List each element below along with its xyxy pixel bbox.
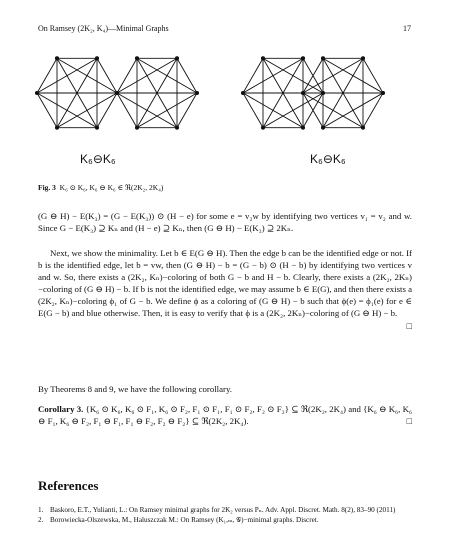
graph-vertex xyxy=(261,126,264,129)
graph-edge xyxy=(243,58,303,93)
reference-number: 1. xyxy=(38,506,44,514)
caption-text: K₆ ⊙ K₆, K₆ ⊖ K₆ ∈ ℜ(2K₂, 2K₄) xyxy=(59,183,164,192)
references-heading: References xyxy=(38,478,99,493)
graph-vertex xyxy=(321,57,324,60)
graph-vertex xyxy=(301,57,304,60)
left-figure-label: K₆⊖K₆ xyxy=(80,152,116,166)
corollary-qed: □ xyxy=(406,416,412,427)
corollary-text: {K₆ ⊙ K₆, K₆ ⊙ F₁, K₆ ⊙ F₂, F₁ ⊙ F₁, F₁ ⊙ F₂, F₂ ⊙ F₂} ⊆ ℜ(2K₂, 2K₄) and {K₆ ⊖ K₆, K₆ ⊖ F₁, K₆ ⊖ F₂, F₁ ⊖ F₁, F₁ ⊖ F₂, F₂ ⊖ F₂} ⊆ ℜ(2K₂, 2K₄). xyxy=(38,404,412,427)
graph-vertex xyxy=(35,91,38,94)
left-graph-diagram xyxy=(35,57,198,129)
references-list xyxy=(38,505,416,525)
graph-edge xyxy=(303,58,363,93)
graph-vertex xyxy=(175,126,178,129)
graph-edge xyxy=(117,58,137,93)
paragraph-1: (G ⊖ H) − E(K₃) = (G − E(K₃)) ⊙ (H − e) for some e = v₂w by identifying two vertices v₁ = v₂ and w. Since G − E(K₃) ⊇ Kₙ and (H − e) ⊇ Kₙ, then (G ⊖ H) − E(K₃) ⊇ 2Kₙ. xyxy=(38,211,412,234)
caption-label: Fig. 3 xyxy=(38,183,56,192)
graph-edge xyxy=(243,58,263,93)
graph-vertex xyxy=(301,91,304,94)
graph-vertex xyxy=(361,126,364,129)
graph-edge xyxy=(37,93,57,128)
graph-edge xyxy=(177,93,197,128)
reference-text: Borowiecka-Olszewska, M., Haluszczak M.: On Ramsey (K₁,ₘ, 𝒢)−minimal graphs. Discret. xyxy=(50,516,319,524)
right-figure-label: K₆⊖K₆ xyxy=(310,152,346,166)
graph-edge xyxy=(117,93,137,128)
page-number: 17 xyxy=(403,24,411,33)
graph-edge xyxy=(243,93,263,128)
graph-vertex xyxy=(115,91,118,94)
graph-vertex xyxy=(175,57,178,60)
right-graph-diagram xyxy=(241,57,384,129)
graph-vertex xyxy=(95,126,98,129)
graph-edge xyxy=(97,58,117,93)
graph-edge xyxy=(117,58,177,93)
graph-vertex xyxy=(195,91,198,94)
corollary xyxy=(38,403,412,427)
graph-edge xyxy=(37,58,97,93)
figure xyxy=(30,38,420,178)
graph-edge xyxy=(37,58,57,93)
paragraph-2-text: Next, we show the minimality. Let b ∈ E(G ⊖ H). Then the edge b can be the identified edge or not. If b is the identified edge, let b = vw, then (G ⊖ H) − b = (G − b) ⊙ (H − b) by identifying two vertices v and w. So, there exists a (2K₂, Kₙ)−coloring of both G − b and H − b. Clearly, there exists a (2K₂, 2Kₙ)−coloring of (G ⊖ H) − b. If b is not the identified edge, we may assume b ∈ E(G), and then there exists a (2K₂, Kₙ)−coloring ϕ₁ of G − b. We define ϕ as a coloring of (G ⊖ H) − b such that ϕ(e) = ϕ₁(e) for e ∈ E(G − b) and blue otherwise. Then, it is easy to verify that ϕ is a (2K₂, 2Kₙ)−coloring of (G ⊖ H) − b. xyxy=(38,248,412,319)
graph-edge xyxy=(177,58,197,93)
figure-caption xyxy=(38,183,163,192)
graph-vertex xyxy=(321,126,324,129)
reference-item xyxy=(38,505,416,515)
graph-vertex xyxy=(261,57,264,60)
graph-vertex xyxy=(361,57,364,60)
graph-vertex xyxy=(241,91,244,94)
corollary-label: Corollary 3. xyxy=(38,404,84,414)
qed-symbol: □ xyxy=(406,320,412,331)
graph-vertex xyxy=(135,126,138,129)
reference-text: Baskoro, E.T., Yulianti, L.: On Ramsey minimal graphs for 2K₂ versus Pₙ. Adv. Appl. Discret. Math. 8(2), 83–90 (2011) xyxy=(50,506,396,514)
reference-number: 2. xyxy=(38,516,44,524)
graph-vertex xyxy=(135,57,138,60)
paragraph-3: By Theorems 8 and 9, we have the following corollary. xyxy=(38,384,232,394)
graph-vertex xyxy=(381,91,384,94)
graph-edge xyxy=(363,58,383,93)
graph-vertex xyxy=(55,57,58,60)
running-title: On Ramsey (2K₂, K₄)—Minimal Graphs xyxy=(38,24,169,33)
graph-vertex xyxy=(55,126,58,129)
reference-item xyxy=(38,515,416,525)
graph-vertex xyxy=(95,57,98,60)
graph-edge xyxy=(97,93,117,128)
paragraph-2 xyxy=(38,247,412,332)
graph-vertex xyxy=(301,126,304,129)
graph-edge xyxy=(363,93,383,128)
